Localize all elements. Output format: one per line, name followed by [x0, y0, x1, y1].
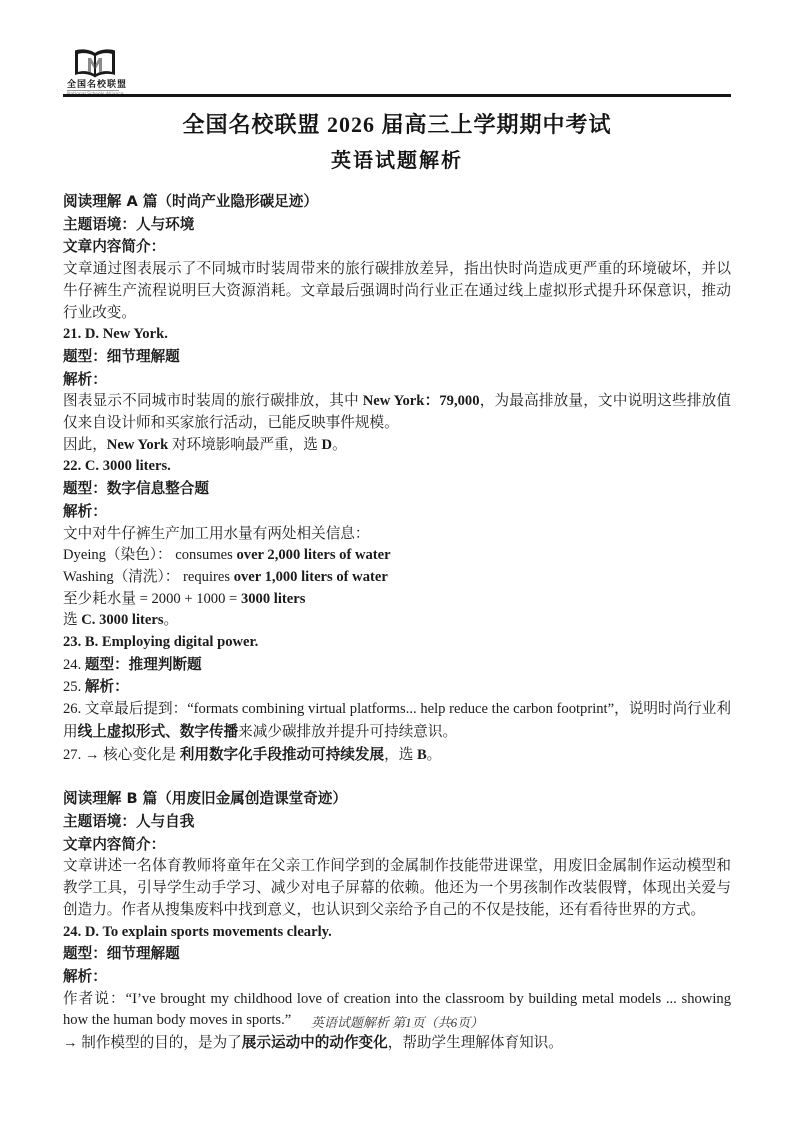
text-run: 26. 文章最后提到：“formats combining virtual platforms... help reduce the carbon footprint”，说明时尚行业利用 [63, 701, 731, 740]
text-run: 阅读理解 A 篇（时尚产业隐形碳足迹） [63, 193, 318, 210]
paragraph [63, 456, 731, 478]
text-run: 题型：推理判断题 [84, 655, 202, 673]
text-run: 。 [426, 746, 442, 763]
text-run: 因此， [63, 436, 107, 453]
paragraph [63, 524, 731, 546]
text-run: 3000 liters [240, 590, 306, 607]
text-run: 解析： [63, 502, 107, 520]
text-run: 27. → 核心变化是 [63, 746, 180, 763]
text-run: 题型：数字信息整合题 [63, 480, 209, 498]
paragraph [63, 589, 731, 611]
paragraph [63, 1032, 731, 1055]
text-run: 文章内容简介： [63, 835, 166, 853]
text-run: Dyeing（染色）： consumes [63, 547, 237, 564]
text-run: 解析： [84, 678, 129, 696]
paragraph [63, 610, 731, 632]
text-run: 主题语境：人与环境 [63, 215, 195, 233]
paragraph [63, 676, 731, 699]
paragraph [63, 214, 731, 237]
text-run: C. 3000 liters [81, 612, 164, 629]
text-run: 。 [332, 436, 347, 453]
text-run: ，帮助学生理解体育知识。 [387, 1035, 563, 1052]
paragraph [63, 391, 731, 434]
paragraph [63, 966, 731, 989]
paragraph [63, 369, 731, 392]
logo [67, 48, 145, 98]
text-run: 至少耗水量 = 2000 + 1000 = [63, 590, 241, 607]
text-run: 线上虚拟形式、数字传播 [77, 722, 239, 740]
text-run: 主题语境：人与自我 [63, 812, 195, 830]
title-block [0, 108, 794, 173]
text-run: 题型：细节理解题 [63, 347, 180, 365]
header-divider [63, 94, 731, 97]
paragraph [63, 191, 731, 214]
paragraph [63, 943, 731, 966]
text-run: 作者说：“I’ve brought my childhood love of creation into the classroom by building metal models ... showing how the human body moves in sports.” [63, 990, 731, 1029]
text-run: 。 [163, 612, 179, 629]
text-run: D [321, 436, 333, 453]
paragraph [63, 654, 731, 677]
text-run: 文中对牛仔裤生产加工用水量有两处相关信息： [63, 525, 370, 542]
page-title: 全国名校联盟 2026 届高三上学期期中考试 [182, 112, 612, 137]
paragraph [63, 501, 731, 524]
text-run: 选 [63, 612, 82, 629]
text-run: 解析： [63, 967, 107, 985]
text-run: 对环境影响最严重，选 [168, 436, 322, 453]
paragraph [63, 259, 731, 324]
open-book-icon [73, 48, 117, 80]
text-run: 23. B. Employing digital power. [63, 634, 259, 651]
page-footer: 英语试题解析 第1页（共6页） [310, 1015, 484, 1030]
text-run: New York：79,000 [362, 393, 480, 410]
text-run: 展示运动中的动作变化 [241, 1034, 388, 1052]
text-run: over 2,000 liters of water [236, 547, 391, 564]
text-run: ，选 [384, 746, 417, 763]
text-run: 图表显示不同城市时装周的旅行碳排放，其中 [63, 393, 363, 410]
logo-name: 全国名校联盟 [67, 80, 128, 90]
text-run: ，为最高排放量，文中说明这些排放值仅来自设计师和买家旅行活动，已能反映事件规模。 [63, 393, 731, 432]
text-run: 解析： [63, 370, 107, 388]
text-run: over 1,000 liters of water [233, 568, 388, 585]
paragraph [63, 567, 731, 589]
paragraph [63, 922, 731, 944]
text-run: Washing（清洗）： requires [63, 568, 234, 585]
text-run: 文章内容简介： [63, 238, 166, 256]
paragraph [63, 545, 731, 567]
text-run: 利用数字化手段推动可持续发展 [179, 745, 385, 763]
text-run: 来减少碳排放并提升可持续意识。 [238, 723, 458, 740]
text-run: 22. C. 3000 liters. [63, 458, 171, 475]
page-subtitle: 英语试题解析 [331, 148, 463, 172]
paragraph [63, 834, 731, 857]
text-run: 24. D. To explain sports movements clearly. [63, 923, 332, 940]
text-run: 题型：细节理解题 [63, 945, 180, 963]
text-run: 25. [63, 679, 85, 696]
paragraph [63, 346, 731, 369]
text-run: 阅读理解 B 篇（用废旧金属创造课堂奇迹） [63, 790, 347, 808]
text-run: B [416, 746, 427, 763]
text-run: 文章讲述一名体育教师将童年在父亲工作间学到的金属制作技能带进课堂，用废旧金属制作运动模型和教学工具，引导学生动手学习、减少对电子屏幕的依赖。他还为一个男孩制作改装假臂，体现出关爱与创造力。作者从搜集废料中找到意义，也认识到父亲给予自己的不仅是技能，还有看待世界的方式。 [63, 858, 731, 918]
text-run: 24. [63, 656, 85, 673]
paragraph [63, 744, 731, 767]
document-body [63, 191, 731, 1055]
paragraph [63, 699, 731, 743]
paragraph [63, 435, 731, 457]
text-run: New York [106, 436, 169, 453]
paragraph [63, 856, 731, 921]
paragraph [63, 478, 731, 501]
text-run: → 制作模型的目的，是为了 [63, 1035, 242, 1052]
paragraph [63, 236, 731, 259]
text-run: 文章通过图表展示了不同城市时装周带来的旅行碳排放差异，指出快时尚造成更严重的环境破坏，并以牛仔裤生产流程说明巨大资源消耗。文章最后强调时尚行业正在通过线上虚拟形式提升环保意识，推动行业改变。 [63, 261, 731, 321]
text-run: 21. D. New York. [63, 326, 168, 343]
paragraph [63, 811, 731, 834]
paragraph [63, 632, 731, 654]
paragraph [63, 324, 731, 346]
paragraph [63, 788, 731, 811]
